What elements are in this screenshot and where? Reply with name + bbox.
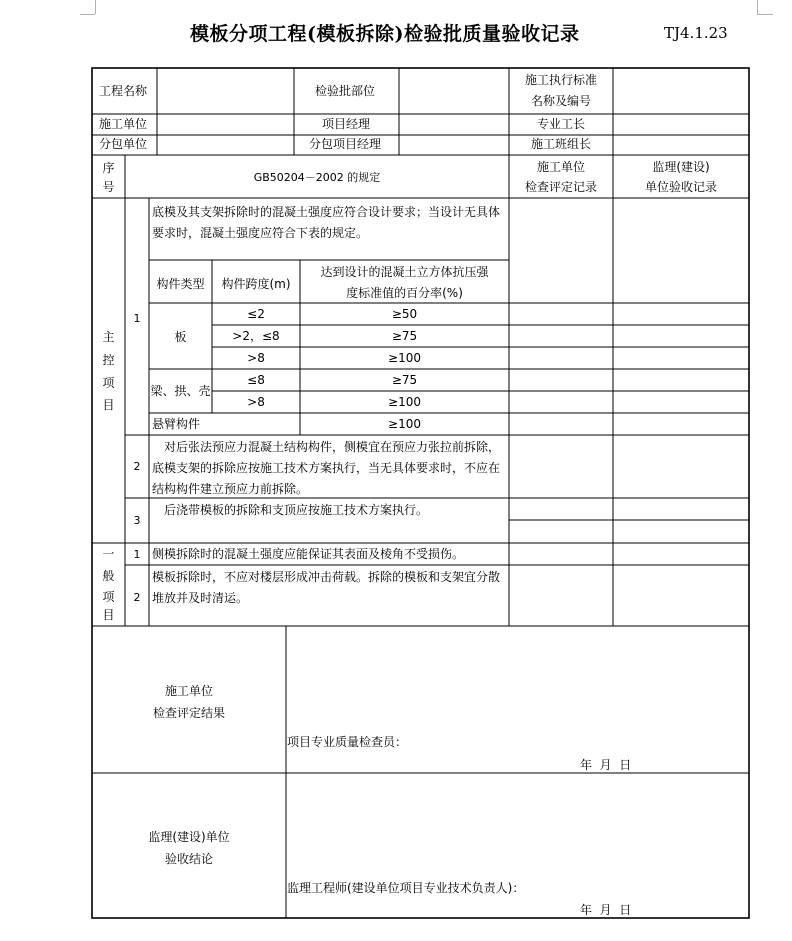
strength-header-line2: 度标准值的百分率(%)	[346, 286, 463, 300]
inspection-lot-location-label: 检验批部位	[315, 84, 376, 98]
project-manager-label: 项目经理	[322, 117, 371, 131]
general-items-label-char: 一	[102, 547, 115, 561]
contractor-signer-label: 项目专业质量检查员：	[287, 735, 408, 749]
item-number: 2	[133, 460, 141, 473]
main-items-label-char: 控	[102, 353, 115, 367]
item-number: 1	[133, 548, 141, 561]
foreman-label: 专业工长	[536, 117, 585, 131]
component-span-cell: ≤8	[247, 373, 265, 387]
supervisor-result-label-line1: 监理(建设)单位	[148, 830, 230, 844]
component-span-cell: >8	[247, 395, 265, 409]
component-type-header: 构件类型	[156, 277, 205, 291]
contractor-result-label-line1: 施工单位	[164, 684, 213, 698]
strength-value-cell: ≥50	[391, 307, 418, 321]
component-span-cell: >2，≤8	[232, 329, 280, 343]
general-items-label-char: 目	[102, 608, 115, 622]
item-text: 模板拆除时，不应对楼层形成冲击荷载。拆除的模板和支架宜分散堆放并及时清运。	[152, 570, 501, 605]
general-items-label-char: 般	[102, 569, 115, 583]
item-text: 对后张法预应力混凝土结构构件，侧模宜在预应力张拉前拆除，底模支架的拆除应按施工技术方案执行，当无具体要求时，不应在结构构件建立预应力前拆除。	[152, 440, 501, 496]
standard-name-label-line2: 名称及编号	[530, 94, 591, 108]
project-name-label: 工程名称	[99, 84, 148, 98]
strength-value-cell: ≥100	[388, 351, 421, 365]
contractor-date: 年 月 日	[580, 758, 632, 772]
item-number: 2	[133, 591, 141, 604]
main-items-label-char: 主	[102, 330, 115, 344]
main-items-label-char: 项	[102, 376, 115, 390]
seq-header-line1: 序	[102, 161, 115, 175]
item-text: 侧模拆除时的混凝土强度应能保证其表面及棱角不受损伤。	[152, 547, 465, 561]
item-text: 底模及其支架拆除时的混凝土强度应符合设计要求；当设计无具体要求时，混凝土强度应符合下表的规定。	[152, 205, 501, 240]
document-code: TJ4.1.23	[664, 24, 728, 42]
supervisor-header-line1: 监理(建设)	[652, 160, 710, 174]
contractor-header-line2: 检查评定记录	[524, 180, 597, 194]
strength-header-line1: 达到设计的混凝土立方体抗压强	[320, 265, 489, 279]
component-span-header: 构件跨度(m)	[221, 277, 291, 291]
sub-project-manager-label: 分包项目经理	[309, 137, 382, 151]
seq-header-line2: 号	[102, 180, 115, 194]
team-leader-label: 施工班组长	[530, 137, 591, 151]
supervisor-signer-label: 监理工程师(建设单位项目专业技术负责人)：	[287, 881, 525, 895]
strength-value-cell: ≥100	[388, 417, 421, 431]
standard-name-label-line1: 施工执行标准	[524, 73, 597, 87]
subcontract-unit-label: 分包单位	[99, 137, 148, 151]
strength-value-cell: ≥75	[391, 329, 418, 343]
component-type-cell: 悬臂构件	[152, 417, 201, 431]
component-type-cell: 板	[174, 330, 187, 344]
component-type-cell: 梁、拱、壳	[150, 384, 211, 398]
supervisor-result-label-line2: 验收结论	[164, 852, 213, 866]
component-span-cell: ≤2	[247, 307, 265, 321]
component-span-cell: >8	[247, 351, 265, 365]
spec-header: GB50204－2002 的规定	[253, 171, 381, 184]
construction-unit-label: 施工单位	[99, 117, 148, 131]
document-title: 模板分项工程(模板拆除)检验批质量验收记录	[190, 23, 580, 45]
strength-value-cell: ≥100	[388, 395, 421, 409]
item-text: 后浇带模板的拆除和支顶应按施工技术方案执行。	[164, 503, 429, 517]
main-items-label-char: 目	[102, 398, 115, 412]
item-number: 1	[133, 312, 141, 325]
contractor-header-line1: 施工单位	[536, 160, 585, 174]
contractor-result-label-line2: 检查评定结果	[152, 706, 225, 720]
general-items-label-char: 项	[102, 590, 115, 604]
item-number: 3	[133, 514, 141, 527]
strength-value-cell: ≥75	[391, 373, 418, 387]
supervisor-header-line2: 单位验收记录	[644, 180, 717, 194]
supervisor-date: 年 月 日	[580, 903, 632, 917]
